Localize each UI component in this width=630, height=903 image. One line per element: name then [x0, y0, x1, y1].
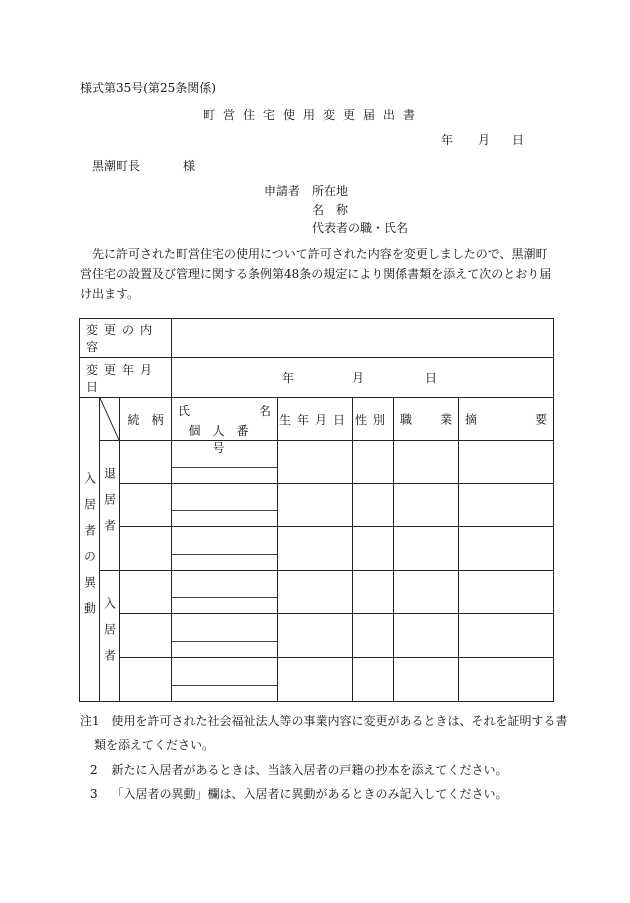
- occupation-cell[interactable]: [394, 441, 459, 484]
- remarks-cell[interactable]: [459, 527, 554, 571]
- birthdate-cell[interactable]: [278, 658, 353, 702]
- occupation-cell[interactable]: [394, 614, 459, 658]
- change-date-month: 月: [352, 371, 365, 385]
- note-2-number: 2: [90, 763, 98, 777]
- remarks-cell[interactable]: [459, 571, 554, 614]
- table-row: [80, 614, 554, 658]
- remarks-cell[interactable]: [459, 614, 554, 658]
- note-1: [80, 713, 567, 729]
- header-diagonal-cell: [100, 398, 120, 441]
- birthdate-cell[interactable]: [278, 484, 353, 527]
- header-occupation: 職 業: [394, 398, 459, 441]
- header-name-left: 氏: [178, 404, 191, 418]
- remarks-cell[interactable]: [459, 441, 554, 484]
- change-content-label: 変更の内容: [80, 319, 172, 358]
- gender-cell[interactable]: [353, 484, 394, 527]
- relation-cell[interactable]: [120, 484, 172, 527]
- birthdate-cell[interactable]: [278, 571, 353, 614]
- applicant-label: 申請者: [264, 184, 301, 198]
- change-date-label: 変更年月日: [80, 358, 172, 398]
- name-cell[interactable]: [172, 571, 278, 614]
- date-month: 月: [478, 133, 491, 147]
- gender-cell[interactable]: [353, 571, 394, 614]
- document-title: 町営住宅使用変更届出書: [203, 108, 424, 122]
- gender-cell[interactable]: [353, 658, 394, 702]
- name-cell[interactable]: [172, 441, 278, 484]
- entering-residents-label: 入居者: [100, 571, 120, 702]
- applicant-representative-label: 代表者の職・氏名: [312, 221, 409, 235]
- header-name: [172, 398, 278, 455]
- note-3-number: 3: [90, 787, 98, 801]
- occupation-cell[interactable]: [394, 527, 459, 571]
- relation-cell[interactable]: [120, 658, 172, 702]
- occupation-cell[interactable]: [394, 571, 459, 614]
- form-number: 様式第35号(第25条関係): [80, 81, 216, 95]
- note-3: [90, 786, 507, 802]
- change-date-year: 年: [282, 371, 295, 385]
- occupation-cell[interactable]: [394, 658, 459, 702]
- note-1-text: 使用を許可された社会福祉法人等の事業内容に変更があるときは、それを証明する書: [111, 714, 568, 728]
- remarks-cell[interactable]: [459, 658, 554, 702]
- gender-cell[interactable]: [353, 441, 394, 484]
- change-date-field[interactable]: [172, 358, 554, 398]
- note-1-continuation: 類を添えてください。: [94, 738, 215, 752]
- table-row: [80, 484, 554, 527]
- change-content-field[interactable]: [172, 319, 554, 358]
- header-gender: 性別: [353, 398, 394, 441]
- note-3-text: 「入居者の異動」欄は、入居者に異動があるときのみ記入してください。: [111, 787, 508, 801]
- addressee-honorific: 様: [183, 159, 196, 173]
- birthdate-cell[interactable]: [278, 614, 353, 658]
- applicant-address-label: 所在地: [312, 184, 349, 198]
- body-paragraph: 先に許可された町営住宅の使用について許可された内容を変更しましたので、黒潮町営住宅の設置及び管理に関する条例第48条の規定により関係書類を添えて次のとおり届け出ます。: [80, 247, 552, 301]
- table-row: [80, 571, 554, 614]
- header-remarks: 摘 要: [459, 398, 554, 441]
- header-relation: 続 柄: [120, 398, 172, 441]
- name-cell[interactable]: [172, 484, 278, 527]
- gender-cell[interactable]: [353, 527, 394, 571]
- birthdate-cell[interactable]: [278, 527, 353, 571]
- applicant-name-label: 名 称: [312, 203, 349, 217]
- header-birthdate: 生年月日: [278, 398, 353, 441]
- relation-cell[interactable]: [120, 614, 172, 658]
- change-date-day: 日: [425, 371, 438, 385]
- change-form-table: [79, 318, 554, 702]
- resident-change-group-label: 入居者の異動: [80, 398, 100, 702]
- note-2-text: 新たに入居者があるときは、当該入居者の戸籍の抄本を添えてください。: [111, 763, 508, 777]
- relation-cell[interactable]: [120, 441, 172, 484]
- addressee-name: 黒潮町長: [92, 159, 141, 173]
- note-1-number: 注1: [80, 714, 100, 728]
- occupation-cell[interactable]: [394, 484, 459, 527]
- header-personal-number: 個人番号: [188, 424, 261, 455]
- header-name-right: 名: [259, 404, 272, 418]
- table-row: [80, 527, 554, 571]
- gender-cell[interactable]: [353, 614, 394, 658]
- date-day: 日: [512, 133, 525, 147]
- relation-cell[interactable]: [120, 527, 172, 571]
- name-cell[interactable]: [172, 527, 278, 571]
- table-row: [80, 441, 554, 484]
- remarks-cell[interactable]: [459, 484, 554, 527]
- name-cell[interactable]: [172, 614, 278, 658]
- name-cell[interactable]: [172, 658, 278, 702]
- relation-cell[interactable]: [120, 571, 172, 614]
- birthdate-cell[interactable]: [278, 441, 353, 484]
- note-2: [90, 762, 507, 778]
- table-row: [80, 658, 554, 702]
- date-year: 年: [441, 133, 454, 147]
- leaving-residents-label: 退居者: [100, 441, 120, 571]
